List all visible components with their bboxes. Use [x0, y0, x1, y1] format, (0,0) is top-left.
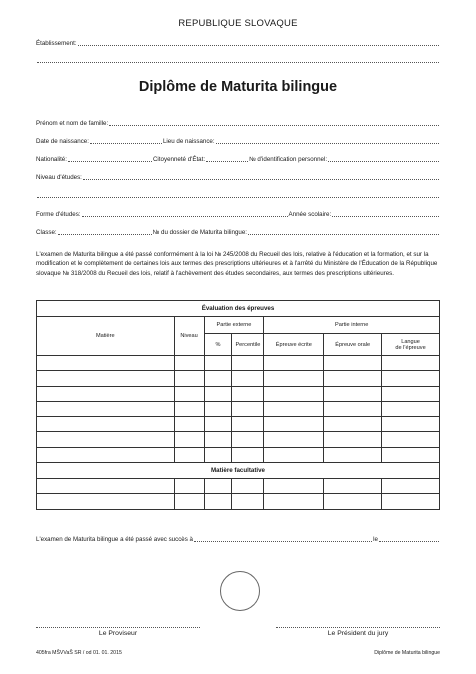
citizenship-label: Citoyenneté d'État: [152, 156, 206, 163]
birth-row [36, 138, 440, 145]
col-language-line1: Langue [401, 338, 420, 345]
table-row[interactable] [37, 356, 440, 371]
study-form-row [36, 211, 440, 218]
establishment-field-2[interactable] [37, 57, 439, 63]
establishment-row-2 [36, 57, 440, 64]
footer-code: 405fra MŠVVaŠ SR / od 01. 01. 2015 [36, 650, 122, 656]
optional-title-row [37, 463, 440, 479]
establishment-field[interactable] [78, 40, 439, 46]
class-row [36, 229, 440, 236]
class-field[interactable] [58, 229, 152, 235]
principal-label: Le Proviseur [98, 630, 138, 637]
study-form-field[interactable] [82, 211, 288, 217]
col-internal: Partie interne [264, 317, 440, 334]
col-level: Niveau [174, 317, 204, 356]
citizenship-field[interactable] [206, 156, 248, 162]
study-level-field-2[interactable] [37, 192, 439, 198]
col-language [382, 334, 440, 356]
birth-place-field[interactable] [216, 138, 439, 144]
names-row [36, 120, 440, 127]
principal-signature-line[interactable] [36, 627, 200, 628]
result-place-field[interactable] [194, 536, 372, 542]
table-row[interactable] [37, 417, 440, 432]
study-form-label: Forme d'études: [36, 211, 81, 218]
table-row[interactable] [37, 401, 440, 416]
personal-id-field[interactable] [328, 156, 439, 162]
table-row[interactable] [37, 386, 440, 401]
nationality-label: Nationalité: [36, 156, 67, 163]
table-row[interactable] [37, 494, 440, 509]
col-percentile: Percentile [232, 334, 264, 356]
col-external: Partie externe [204, 317, 264, 334]
optional-title: Matière facultative [37, 463, 440, 479]
table-header-row-1 [37, 317, 440, 334]
personal-id-label: № d'identification personnel: [249, 156, 328, 163]
class-label: Classe: [36, 229, 57, 236]
file-no-label: № du dossier de Maturita bilingue: [152, 229, 247, 236]
legal-paragraph: L'examen de Maturita bilingue a été passé conformément à la loi № 245/2008 du Recueil des lois, relative à l'éducation et la formation, et sur la modification et le complètement de certaines lois aux termes des prescriptions ultérieures et à l'arrêté du Ministère de l'Éducation de la République slovaque № 318/2008 du Recueil des lois, relatif à l'achèvement des études secondaires, aux termes des prescriptions ultérieures. [36, 251, 438, 277]
result-date-field[interactable] [379, 536, 439, 542]
table-row[interactable] [37, 479, 440, 494]
col-written: Épreuve écrite [264, 334, 324, 356]
file-no-field[interactable] [248, 229, 439, 235]
table-title: Évaluation des épreuves [37, 301, 440, 317]
establishment-row [36, 40, 440, 47]
country-heading: REPUBLIQUE SLOVAQUE [178, 18, 298, 29]
nationality-row [36, 156, 440, 163]
result-on-label: le [373, 536, 378, 543]
table-title-row [37, 301, 440, 317]
president-label: Le Président du jury [327, 630, 389, 637]
birth-date-label: Date de naissance: [36, 138, 89, 145]
nationality-field[interactable] [68, 156, 152, 162]
document-title: Diplôme de Maturita bilingue [138, 79, 338, 95]
school-year-field[interactable] [332, 211, 439, 217]
result-row [36, 536, 440, 543]
birth-date-field[interactable] [90, 138, 162, 144]
birth-place-label: Lieu de naissance: [162, 138, 215, 145]
table-row[interactable] [37, 371, 440, 386]
col-percent: % [204, 334, 232, 356]
col-subject: Matière [37, 317, 175, 356]
col-language-line2: de l'épreuve [395, 344, 426, 351]
official-seal [220, 571, 260, 611]
study-level-row [36, 174, 440, 181]
col-oral: Épreuve orale [324, 334, 382, 356]
names-label: Prénom et nom de famille: [36, 120, 109, 127]
evaluation-table [36, 300, 440, 510]
result-label: L'examen de Maturita bilingue a été passé avec succès à [36, 536, 193, 543]
study-level-label: Niveau d'études: [36, 174, 82, 181]
president-signature-line[interactable] [276, 627, 440, 628]
names-field[interactable] [109, 120, 439, 126]
footer-doc-name: Diplôme de Maturita bilingue [374, 650, 440, 656]
table-row[interactable] [37, 447, 440, 462]
establishment-label: Établissement: [36, 40, 77, 47]
school-year-label: Année scolaire: [288, 211, 332, 218]
table-row[interactable] [37, 432, 440, 447]
study-level-field[interactable] [83, 174, 439, 180]
study-level-row-2 [36, 192, 440, 199]
